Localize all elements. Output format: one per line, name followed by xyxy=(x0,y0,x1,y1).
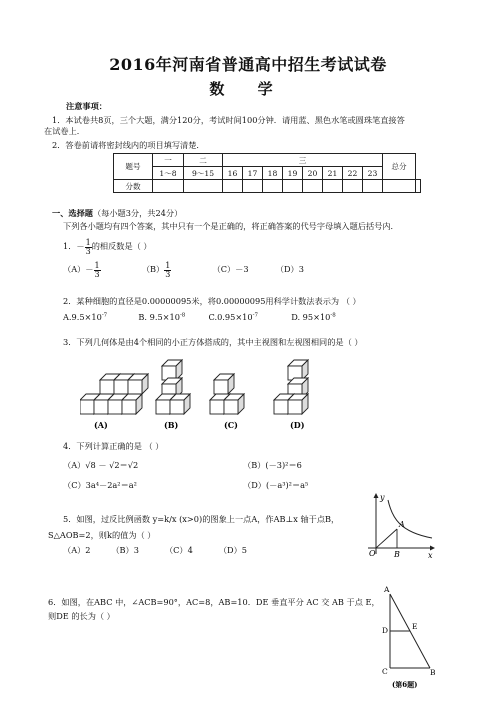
notes-heading: 注意事项： xyxy=(66,101,107,111)
q3-figure xyxy=(80,356,340,434)
question-5-line-2: S△AOB=2，则k的值为（ ） xyxy=(48,530,156,540)
q3-label-c: (C) xyxy=(224,420,238,430)
q1-frac-num: 1 xyxy=(85,237,91,247)
question-5-line-1: 5．如图，过反比例函数 y=k/x (x>0)的图象上一点A，作AB⊥x 轴于点B， xyxy=(63,514,340,524)
score-cell[interactable] xyxy=(383,180,416,193)
q6-caption: (第6题) xyxy=(392,680,418,689)
q2-options xyxy=(63,310,336,323)
q2-option-d[interactable] xyxy=(291,312,336,322)
q3-shape-b xyxy=(156,360,190,414)
score-table xyxy=(113,153,421,193)
q2-b-exp: -8 xyxy=(179,312,186,318)
question-6-line-1: 6．如图，在ABC 中，∠ACB=90°，AC=8，AB=10．DE 垂直平分 AC 交 AB 于点 E， xyxy=(48,597,380,607)
col-group-3: 三 xyxy=(223,154,383,167)
q1-b-num: 1 xyxy=(165,260,171,270)
q1-option-d[interactable]: （D）3 xyxy=(275,264,304,274)
q4-option-c[interactable]: （C）3a⁴－2a²＝a² xyxy=(63,480,137,490)
score-cell[interactable] xyxy=(303,180,323,193)
score-cell[interactable] xyxy=(243,180,263,193)
q2-a-base: A.9.5×10 xyxy=(63,311,102,322)
score-cell[interactable] xyxy=(343,180,363,193)
question-6-line-2: 则DE 的长为（ ） xyxy=(48,611,115,621)
q6-figure xyxy=(370,582,440,694)
col-number: 23 xyxy=(363,167,383,180)
q5-axis-x: x xyxy=(428,551,433,558)
exam-title: 2016年河南省普通高中招生考试试卷 xyxy=(109,55,387,74)
score-cell[interactable] xyxy=(184,180,223,193)
q1-option-a-label: （A） xyxy=(63,264,86,274)
col-number: 19 xyxy=(283,167,303,180)
q5-origin: O xyxy=(369,549,376,558)
q3-shape-d xyxy=(274,360,308,414)
score-cell[interactable] xyxy=(416,180,421,193)
q2-option-c[interactable] xyxy=(209,312,258,322)
section-title: 一、选择题 xyxy=(52,208,93,218)
q5-figure xyxy=(366,492,436,558)
question-3: 3．下列几何体是由4个相同的小正方体搭成的，其中主视图和左视图相同的是（ ） xyxy=(63,337,363,347)
q2-c-exp: -7 xyxy=(252,312,258,318)
col-number: 22 xyxy=(343,167,363,180)
q3-label-a: (A) xyxy=(94,420,108,430)
q6-point-b: B xyxy=(430,668,436,677)
q3-label-d: (D) xyxy=(290,420,305,430)
col-number: 9～15 xyxy=(184,167,223,180)
q1-frac-den: 3 xyxy=(85,246,91,256)
q2-c-base: C.0.95×10 xyxy=(208,311,253,322)
q1-prefix: 1． xyxy=(63,241,77,251)
q6-point-c: C xyxy=(382,667,388,676)
q1-options xyxy=(63,260,304,279)
row-label-score: 分数 xyxy=(114,180,153,193)
q1-option-a[interactable]: （A）－ $\frac{1}{3}$ xyxy=(63,260,100,279)
notes-line-1b: 在试卷上． xyxy=(44,126,85,136)
q3-shape-c xyxy=(210,374,244,414)
q1-option-c[interactable]: （C）－3 xyxy=(212,264,249,274)
q4-option-b[interactable]: （B）(－3)²＝6 xyxy=(243,460,302,470)
q1-a-den: 3 xyxy=(94,269,100,279)
notes-line-2: 2．答卷前请将密封线内的项目填写清楚． xyxy=(52,140,205,150)
q2-a-exp: -7 xyxy=(101,312,108,318)
score-cell[interactable] xyxy=(223,180,243,193)
q2-d-base: D. 95×10 xyxy=(291,311,331,322)
col-group-2: 二 xyxy=(184,154,223,167)
col-number: 17 xyxy=(243,167,263,180)
col-number: 18 xyxy=(263,167,283,180)
score-cell[interactable] xyxy=(363,180,383,193)
q5-options: （A）2 （B）3 （C）4 （D）5 xyxy=(63,545,247,555)
section-instruction: 下列各小题均有四个答案，其中只有一个是正确的，将正确答案的代号字母填入题后括号内． xyxy=(63,221,399,231)
score-cell[interactable] xyxy=(263,180,283,193)
exam-subject: 数 学 xyxy=(209,80,287,98)
q5-point-a: A xyxy=(399,520,405,529)
q2-b-base: B. 9.5×10 xyxy=(138,311,180,322)
q3-shape-a xyxy=(80,374,148,414)
score-cell[interactable] xyxy=(153,180,184,193)
q4-option-d[interactable]: （D）(－a³)²＝a⁵ xyxy=(243,480,309,490)
col-number: 16 xyxy=(223,167,243,180)
question-4: 4．下列计算正确的是 （ ） xyxy=(63,441,164,451)
col-total: 总分 xyxy=(383,154,416,180)
notes-line-1: 1．本试卷共8页，三个大题，满分120分，考试时间100分钟．请用蓝、黑色水笔或圆珠笔直接答 xyxy=(52,115,405,125)
question-1: 1．－ $\frac{1}{3}$ 的相反数是（ ） xyxy=(63,237,152,256)
col-group-1: 一 xyxy=(153,154,184,167)
q2-d-exp: -8 xyxy=(330,312,336,318)
q2-option-a[interactable] xyxy=(63,312,107,322)
col-number: 21 xyxy=(323,167,343,180)
q6-point-a: A xyxy=(384,585,390,594)
q5-point-b: B xyxy=(394,550,400,558)
q4-option-a[interactable]: （A）√8 － √2＝√2 xyxy=(63,460,139,470)
section-points: （每小题3分，共24分） xyxy=(92,208,183,218)
col-number: 1～8 xyxy=(153,167,184,180)
q5-axis-y: y xyxy=(380,493,385,502)
col-number: 20 xyxy=(303,167,323,180)
score-cell[interactable] xyxy=(283,180,303,193)
q2-option-b[interactable] xyxy=(138,312,185,322)
q3-label-b: (B) xyxy=(164,420,179,430)
row-label-question: 题号 xyxy=(114,154,153,180)
q1-option-b-label: （B） xyxy=(141,264,165,274)
q1-a-num: 1 xyxy=(94,260,100,270)
q1-b-den: 3 xyxy=(165,269,171,279)
q6-point-e: E xyxy=(412,622,418,631)
q1-option-b[interactable] xyxy=(141,260,172,279)
score-cell[interactable] xyxy=(323,180,343,193)
q6-point-d: D xyxy=(382,626,389,635)
question-2: 2．某种细胞的直径是0.00000095米，将0.00000095用科学计数法表示为 （ ） xyxy=(63,296,361,306)
q1-suffix: 的相反数是（ ） xyxy=(91,241,152,251)
section-heading xyxy=(52,208,182,219)
q1-fraction xyxy=(85,239,92,256)
